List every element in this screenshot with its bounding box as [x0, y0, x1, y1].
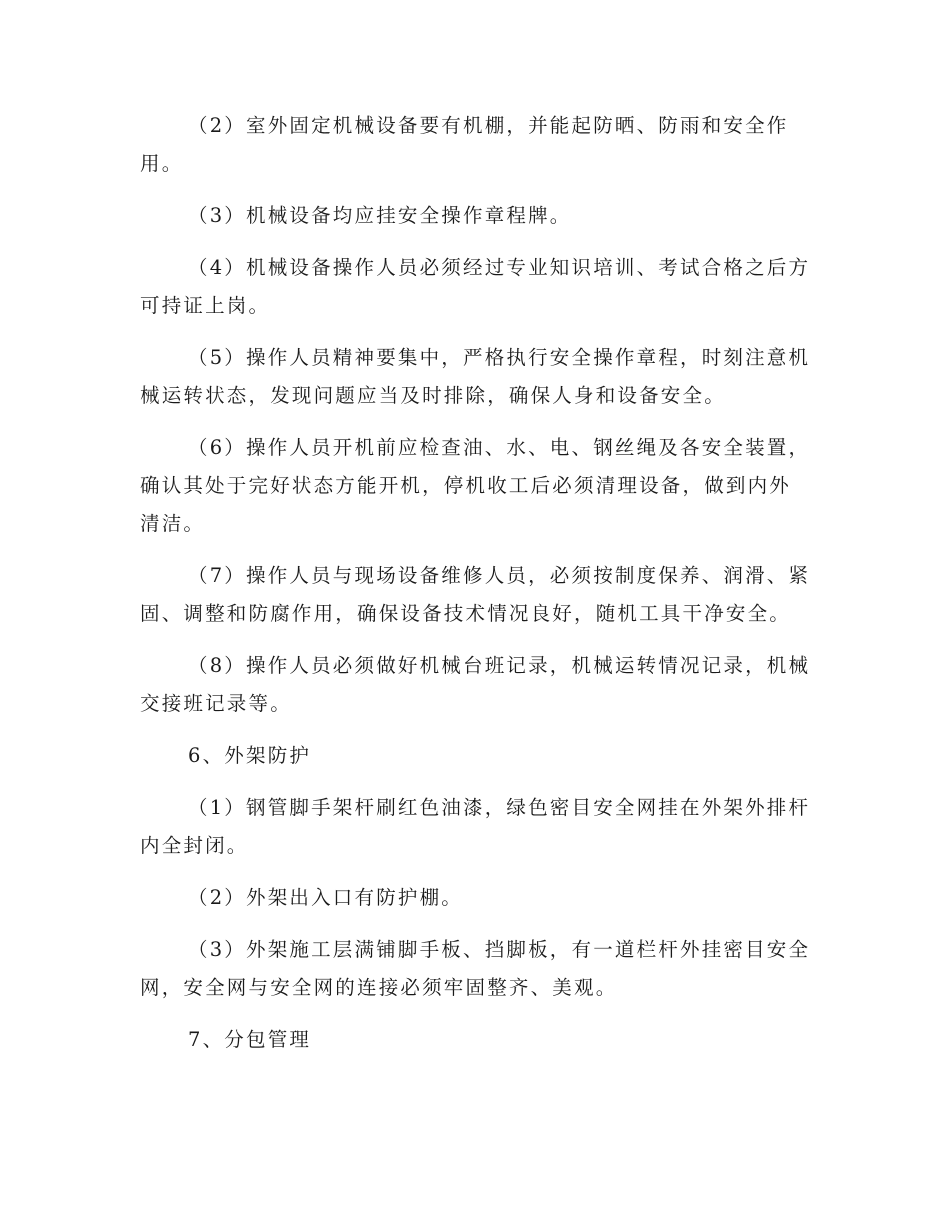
item-6-line-2: 确认其处于完好状态方能开机，停机收工后必须清理设备，做到内外 — [140, 474, 792, 497]
item-8-line-1: （8）操作人员必须做好机械台班记录，机械运转情况记录，机械 — [188, 654, 811, 677]
item-7-line-2: 固、调整和防腐作用，确保设备技术情况良好，随机工具干净安全。 — [140, 602, 792, 625]
scaffold-item-3-line-1: （3）外架施工层满铺脚手板、挡脚板，有一道栏杆外挂密目安全 — [188, 938, 811, 961]
item-2-line-2: 用。 — [140, 152, 184, 175]
item-4-line-1: （4）机械设备操作人员必须经过专业知识培训、考试合格之后方 — [188, 256, 811, 279]
item-5-line-2: 械运转状态，发现问题应当及时排除，确保人身和设备安全。 — [140, 384, 726, 407]
item-2-line-1: （2）室外固定机械设备要有机棚，并能起防晒、防雨和安全作 — [188, 114, 789, 137]
item-6-line-3: 清洁。 — [140, 512, 206, 535]
item-4-line-2: 可持证上岗。 — [140, 294, 271, 317]
item-3-line-1: （3）机械设备均应挂安全操作章程牌。 — [188, 204, 572, 227]
scaffold-item-1-line-2: 内全封闭。 — [140, 834, 249, 857]
scaffold-item-1-line-1: （1）钢管脚手架杆刷红色油漆，绿色密目安全网挂在外架外排杆 — [188, 796, 811, 819]
item-5-line-1: （5）操作人员精神要集中，严格执行安全操作章程，时刻注意机 — [188, 346, 811, 369]
item-8-line-2: 交接班记录等。 — [140, 692, 292, 715]
scaffold-item-3-line-2: 网，安全网与安全网的连接必须牢固整齐、美观。 — [140, 976, 618, 999]
section-heading-7: 7、分包管理 — [188, 1028, 312, 1051]
scaffold-item-2-line-1: （2）外架出入口有防护棚。 — [188, 886, 464, 909]
item-7-line-1: （7）操作人员与现场设备维修人员，必须按制度保养、润滑、紧 — [188, 564, 811, 587]
section-heading-6: 6、外架防护 — [188, 744, 312, 767]
item-6-line-1: （6）操作人员开机前应检查油、水、电、钢丝绳及各安全装置， — [188, 436, 811, 459]
